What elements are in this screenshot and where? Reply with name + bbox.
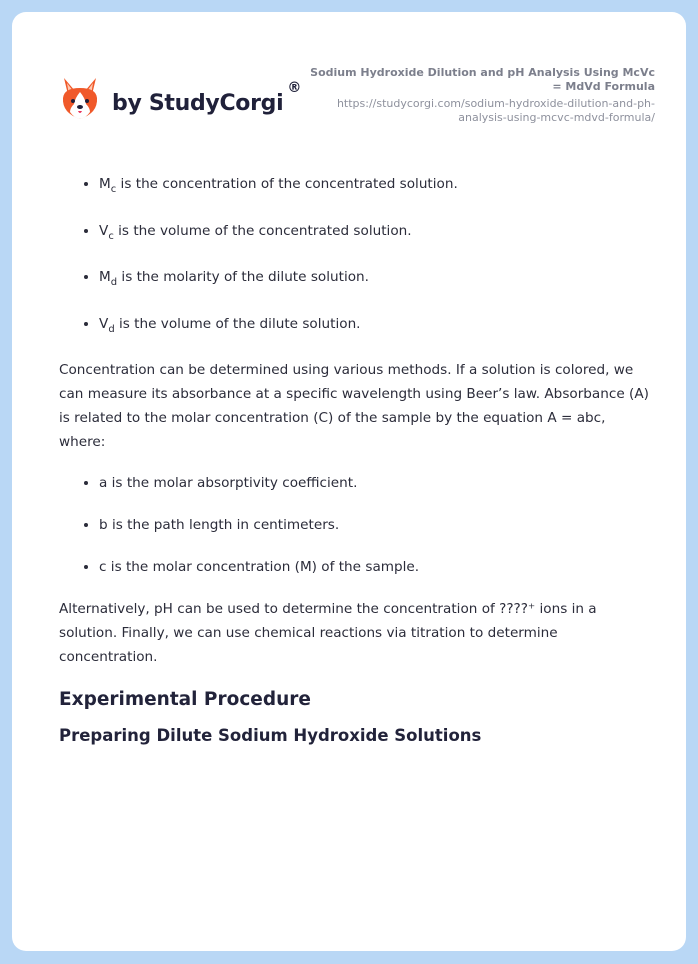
paragraph-concentration: Concentration can be determined using various methods. If a solution is colored, we can measure its absorbance at a specific wavelength using Beer’s law. Absorbance (A) is related to the molar concentration (C) of the sample by the equation A = abc, where:: [59, 362, 649, 450]
terms-list: [59, 471, 655, 579]
variable-symbol: V: [99, 315, 109, 332]
studycorgi-logo[interactable]: [60, 76, 301, 122]
list-item: • c is the molar concentration (M) of the sample.: [99, 555, 655, 579]
variable-symbol: V: [99, 222, 109, 239]
logo-text: by StudyCorgi: [112, 90, 284, 116]
list-item: [99, 265, 655, 289]
article-body: [59, 172, 655, 749]
corgi-icon: [60, 76, 100, 122]
variable-description: is the volume of the dilute solution.: [114, 315, 361, 332]
registered-mark: ®: [287, 80, 302, 96]
variable-subscript: c: [110, 184, 117, 195]
list-item: • a is the molar absorptivity coefficient.: [99, 471, 655, 495]
section-heading: Experimental Procedure: [59, 689, 311, 710]
list-item: [99, 172, 655, 196]
variable-subscript: d: [110, 277, 118, 288]
variable-subscript: d: [108, 323, 115, 335]
paragraph-alternatively: Alternatively, pH can be used to determine the concentration of ????⁺ ions in a solution. Finally, we can use chemical reactions via titration to determine concentration.: [59, 601, 597, 665]
subsection-heading: Preparing Dilute Sodium Hydroxide Solutions: [59, 726, 482, 745]
variable-description: is the volume of the concentrated solution.: [113, 222, 412, 239]
list-item: [99, 219, 655, 243]
variable-subscript: c: [108, 230, 114, 242]
variable-symbol: M: [99, 176, 111, 192]
reference-block: [305, 66, 655, 125]
reference-title: Sodium Hydroxide Dilution and pH Analysis Using McVc = MdVd Formula: [310, 66, 655, 93]
list-item: [99, 312, 655, 336]
page: [12, 12, 686, 951]
variable-list: [59, 172, 655, 336]
variable-description: is the concentration of the concentrated solution.: [116, 176, 458, 192]
reference-url[interactable]: https://studycorgi.com/sodium-hydroxide-dilution-and-ph-analysis-using-mcvc-mdvd-formula/: [336, 97, 655, 124]
variable-description: is the molarity of the dilute solution.: [117, 269, 369, 285]
list-item: • b is the path length in centimeters.: [99, 513, 655, 537]
variable-symbol: M: [99, 269, 111, 285]
